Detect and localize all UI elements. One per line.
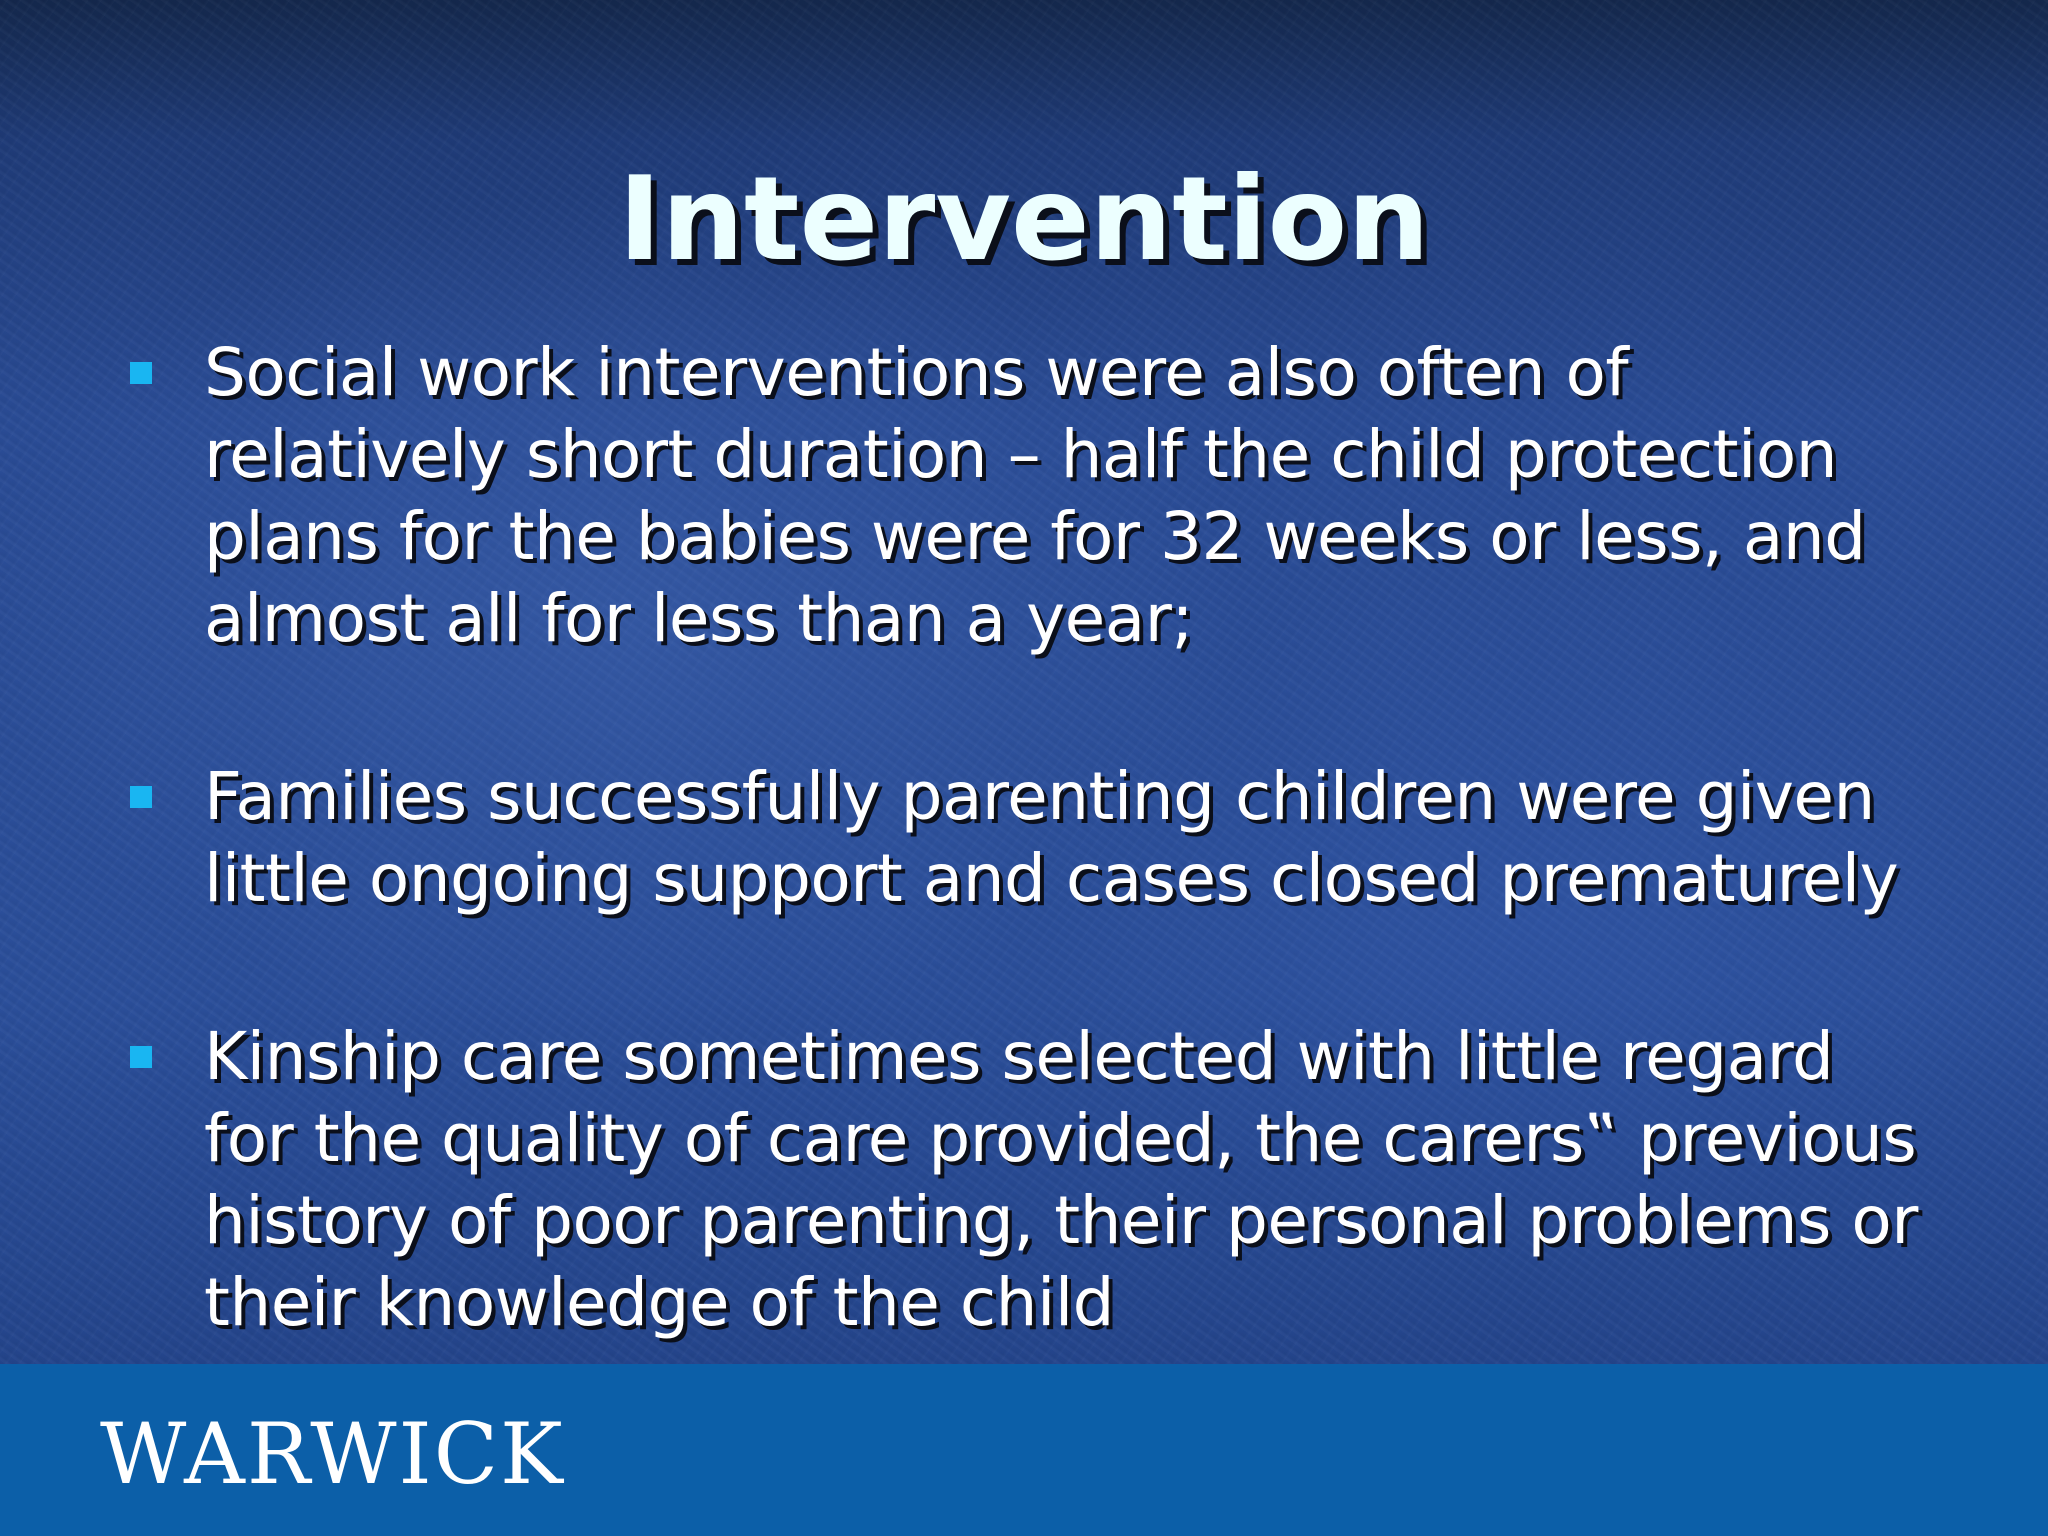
bullet-item bbox=[130, 332, 1930, 660]
bullet-text: Kinship care sometimes selected with little regard for the quality of care provided, the carers‟ previous history of poor parenting, their personal problems or their knowledge of the child bbox=[204, 1018, 1918, 1341]
bullet-text: Families successfully parenting children were given little ongoing support and cases closed prematurely bbox=[204, 758, 1899, 917]
slide-title: Intervention bbox=[618, 152, 1430, 287]
warwick-logo: WARWICK bbox=[100, 1405, 565, 1503]
square-bullet-icon bbox=[130, 786, 152, 808]
square-bullet-icon bbox=[130, 362, 152, 384]
bullet-list bbox=[130, 332, 1930, 1344]
square-bullet-icon bbox=[130, 1046, 152, 1068]
footer-band bbox=[0, 1364, 2048, 1536]
bullet-item bbox=[130, 756, 1930, 920]
bullet-item bbox=[130, 1016, 1930, 1344]
bullet-text: Social work interventions were also often of relatively short duration – half the child protection plans for the babies were for 32 weeks or less, and almost all for less than a year; bbox=[204, 334, 1866, 657]
